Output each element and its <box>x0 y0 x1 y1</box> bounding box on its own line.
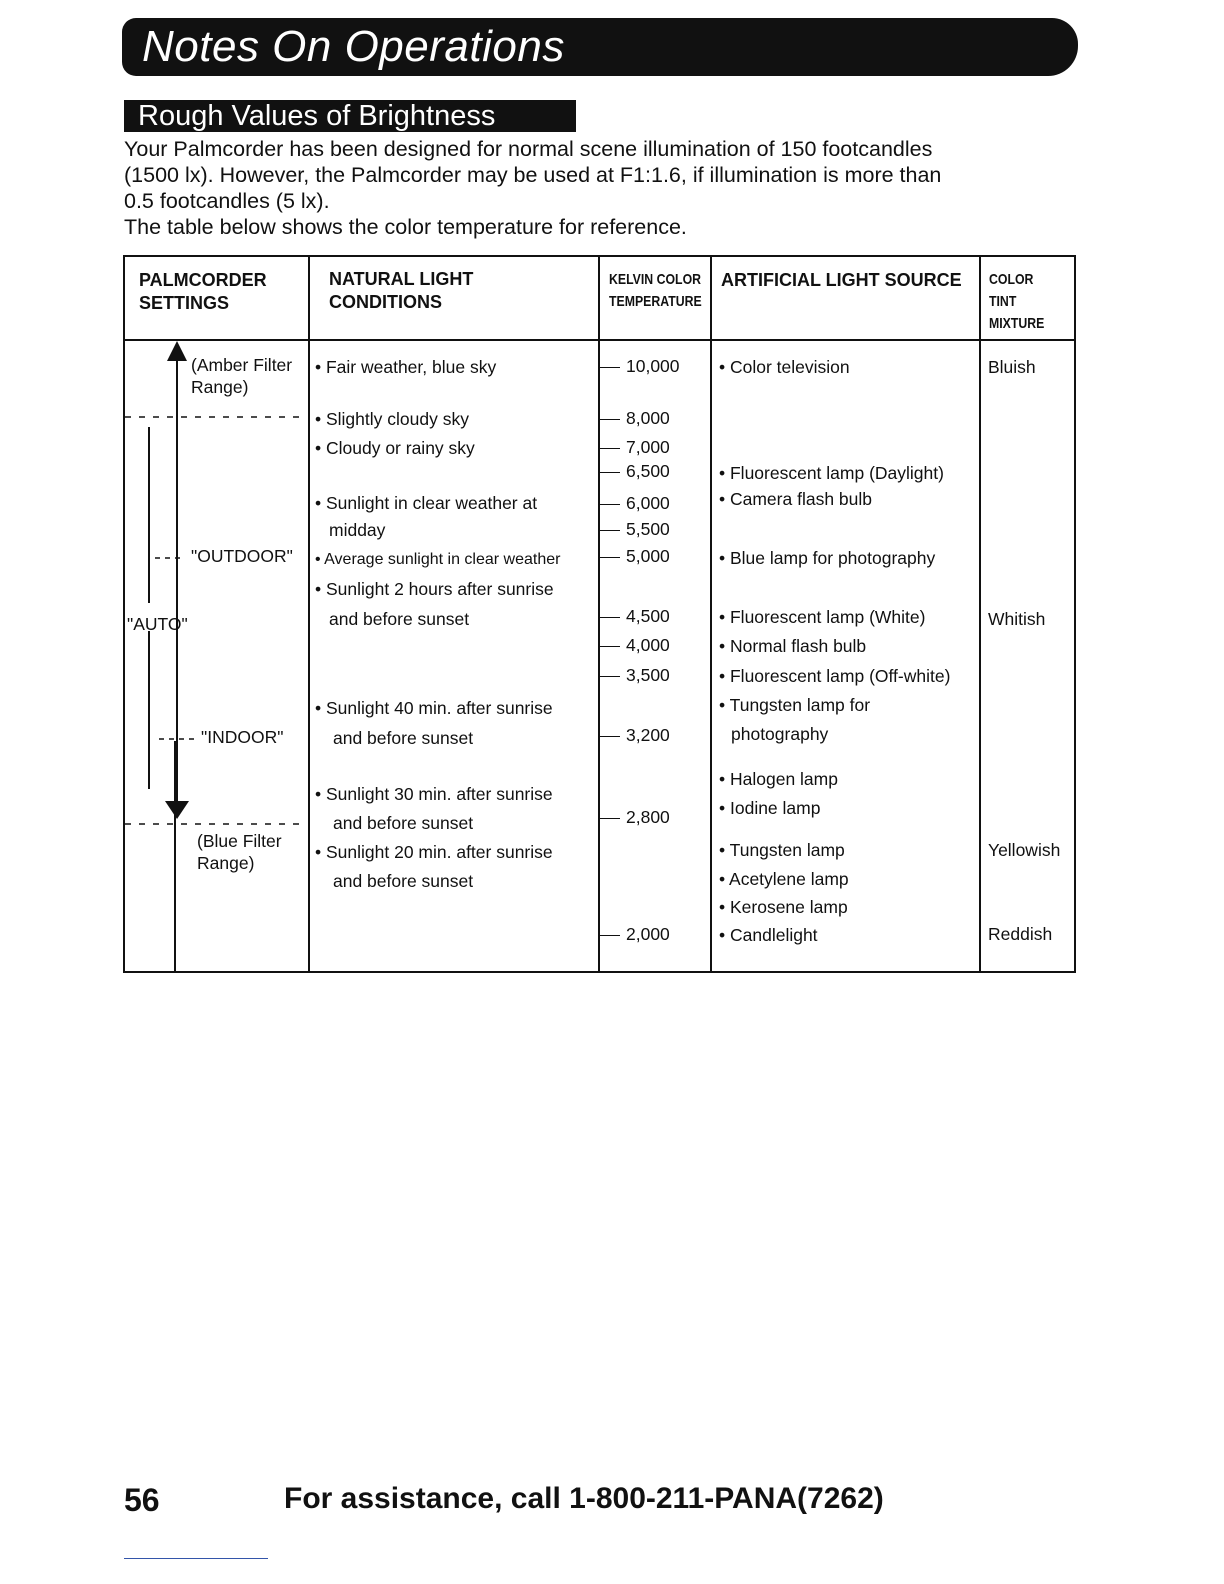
kelvin-value <box>600 807 670 828</box>
natural-condition: and before sunset <box>333 813 474 833</box>
artificial-source: • Fluorescent lamp (Off-white) <box>719 666 951 686</box>
intro-line: (1500 lx). However, the Palmcorder may be used at F1:1.6, if illumination is more than <box>124 163 942 187</box>
tint-value: Reddish <box>988 924 1053 944</box>
header-natural <box>329 268 473 314</box>
amber-filter-line: (Amber Filter <box>191 355 293 375</box>
settings-range-diagram <box>125 341 307 973</box>
kelvin-value-text: 10,000 <box>626 356 680 376</box>
kelvin-value <box>600 356 680 377</box>
section-title: Rough Values of Brightness <box>124 100 576 132</box>
natural-condition: • Slightly cloudy sky <box>315 409 469 429</box>
kelvin-value-text: 6,000 <box>626 493 670 513</box>
indoor-label: "INDOOR" <box>201 727 284 747</box>
down-arrow-icon <box>165 801 189 819</box>
artificial-source: • Candlelight <box>719 925 818 945</box>
natural-condition: and before sunset <box>333 728 474 748</box>
artificial-source: • Blue lamp for photography <box>719 548 936 568</box>
blue-filter-line: (Blue Filter <box>197 831 282 851</box>
artificial-source: • Iodine lamp <box>719 798 821 818</box>
kelvin-value-text: 2,800 <box>626 807 670 827</box>
auto-label: "AUTO" <box>127 614 188 634</box>
header-settings <box>139 269 267 315</box>
natural-condition: • Sunlight 30 min. after sunrise <box>315 784 553 804</box>
intro-text <box>124 136 1084 240</box>
column-divider <box>308 257 310 971</box>
natural-condition: • Sunlight 20 min. after sunrise <box>315 842 553 862</box>
artificial-source: • Normal flash bulb <box>719 636 867 656</box>
artificial-source: • Tungsten lamp <box>719 840 845 860</box>
kelvin-value-text: 3,500 <box>626 665 670 685</box>
kelvin-value <box>600 725 670 746</box>
kelvin-value-text: 4,000 <box>626 635 670 655</box>
kelvin-value-text: 4,500 <box>626 606 670 626</box>
kelvin-value <box>600 493 670 514</box>
tint-value: Yellowish <box>988 840 1061 860</box>
up-arrow-icon <box>167 341 187 361</box>
brightness-table <box>123 255 1076 973</box>
header-natural-line: CONDITIONS <box>329 292 443 312</box>
natural-condition: • Sunlight in clear weather at <box>315 493 538 513</box>
kelvin-value <box>600 606 670 627</box>
artificial-source: • Acetylene lamp <box>719 869 849 889</box>
outdoor-label: "OUTDOOR" <box>191 546 293 566</box>
tint-value: Bluish <box>988 357 1036 377</box>
kelvin-value-text: 5,000 <box>626 546 670 566</box>
kelvin-value-text: 7,000 <box>626 437 670 457</box>
assistance-text: For assistance, call 1-800-211-PANA(7262) <box>284 1482 884 1515</box>
page-number: 56 <box>124 1482 160 1518</box>
header-settings-line: PALMCORDER <box>139 270 267 290</box>
header-settings-line: SETTINGS <box>139 293 230 313</box>
header-tint-line: MIXTURE <box>989 315 1045 332</box>
kelvin-value-text: 2,000 <box>626 924 670 944</box>
artificial-source: • Color television <box>719 357 850 377</box>
header-tint-line: COLOR TINT <box>989 271 1034 310</box>
intro-line: 0.5 footcandles (5 lx). <box>124 189 330 213</box>
artificial-source: • Kerosene lamp <box>719 897 848 917</box>
amber-filter-label <box>191 354 292 398</box>
kelvin-value <box>600 546 670 567</box>
header-natural-line: NATURAL LIGHT <box>329 269 474 289</box>
kelvin-value <box>600 924 670 945</box>
artificial-source: • Halogen lamp <box>719 769 838 789</box>
tint-value: Whitish <box>988 609 1046 629</box>
header-kelvin <box>609 269 702 313</box>
intro-line: The table below shows the color temperature for reference. <box>124 215 687 239</box>
page-title: Notes On Operations <box>142 22 565 71</box>
natural-condition: • Average sunlight in clear weather <box>315 551 561 568</box>
kelvin-value <box>600 437 670 458</box>
artificial-source: • Camera flash bulb <box>719 489 873 509</box>
header-tint <box>989 269 1059 335</box>
natural-condition: • Fair weather, blue sky <box>315 357 497 377</box>
artificial-source: • Tungsten lamp for <box>719 695 871 715</box>
blue-filter-label <box>197 830 282 874</box>
kelvin-value-text: 3,200 <box>626 725 670 745</box>
kelvin-value <box>600 408 670 429</box>
artificial-source: • Fluorescent lamp (Daylight) <box>719 463 944 483</box>
header-kelvin-line: TEMPERATURE <box>609 293 702 310</box>
kelvin-value-text: 5,500 <box>626 519 670 539</box>
column-divider <box>979 257 981 971</box>
artificial-source: • Fluorescent lamp (White) <box>719 607 926 627</box>
kelvin-value-text: 8,000 <box>626 408 670 428</box>
blue-filter-line: Range) <box>197 853 255 873</box>
natural-condition: and before sunset <box>329 609 470 629</box>
footer-rule <box>124 1558 268 1559</box>
column-divider <box>710 257 712 971</box>
kelvin-value <box>600 461 670 482</box>
header-kelvin-line: KELVIN COLOR <box>609 271 702 288</box>
natural-condition: • Sunlight 40 min. after sunrise <box>315 698 553 718</box>
natural-condition: • Sunlight 2 hours after sunrise <box>315 579 554 599</box>
natural-condition: midday <box>329 520 386 540</box>
artificial-source: photography <box>731 724 829 744</box>
kelvin-value <box>600 665 670 686</box>
natural-condition: and before sunset <box>333 871 474 891</box>
header-artificial: ARTIFICIAL LIGHT SOURCE <box>721 270 962 290</box>
kelvin-value-text: 6,500 <box>626 461 670 481</box>
kelvin-value <box>600 519 670 540</box>
amber-filter-line: Range) <box>191 377 249 397</box>
natural-condition: • Cloudy or rainy sky <box>315 438 475 458</box>
kelvin-value <box>600 635 670 656</box>
intro-line: Your Palmcorder has been designed for normal scene illumination of 150 footcandles <box>124 137 933 161</box>
